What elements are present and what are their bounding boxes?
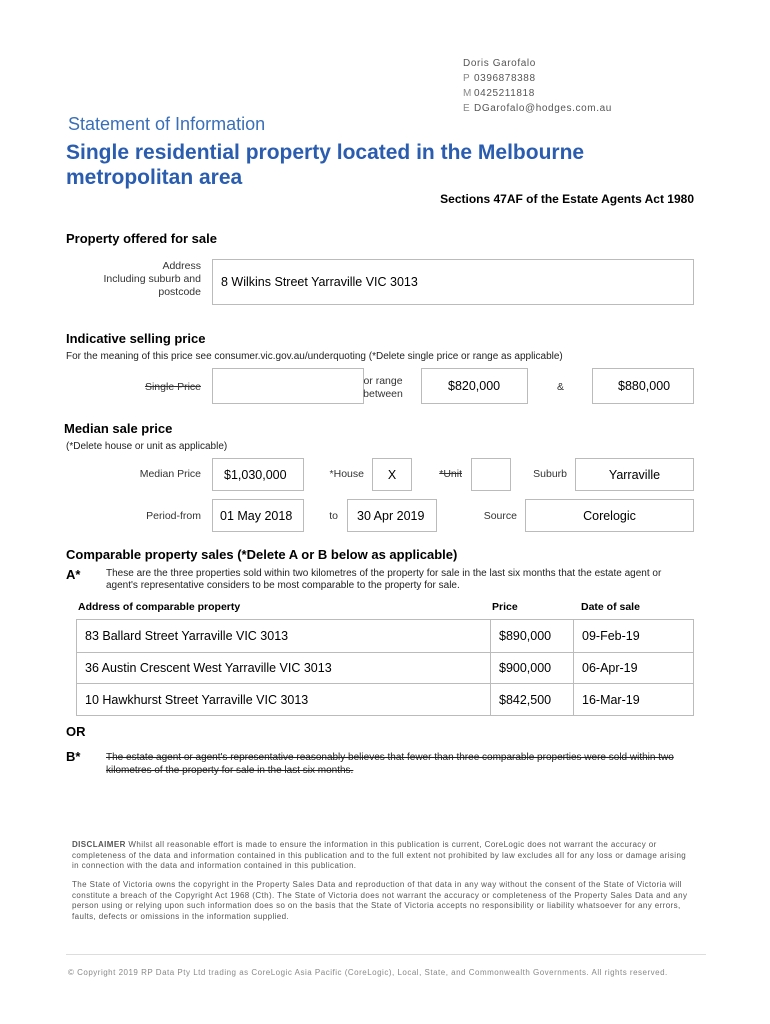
single-price-label: Single Price: [144, 381, 201, 393]
col-address-header: Address of comparable property: [78, 601, 241, 613]
row-address: 10 Hawkhurst Street Yarraville VIC 3013: [77, 684, 491, 716]
col-date-header: Date of sale: [581, 601, 640, 613]
option-a-marker: A*: [66, 567, 81, 582]
median-price-field[interactable]: $1,030,000: [212, 458, 304, 491]
range-low-field[interactable]: $820,000: [421, 368, 528, 404]
agent-email[interactable]: DGarofalo@hodges.com.au: [474, 103, 612, 114]
indicative-note: For the meaning of this price see consumer.vic.gov.au/underquoting (*Delete single price or range as applicable): [66, 351, 563, 362]
footer-divider: [66, 954, 706, 955]
agent-name: Doris Garofalo: [463, 58, 536, 69]
property-heading: Property offered for sale: [66, 231, 217, 246]
range-amp: &: [556, 381, 564, 393]
unit-checkbox[interactable]: [471, 458, 511, 491]
option-b-text: The estate agent or agent's representative reasonably believes that fewer than three comparable properties were sold within two kilometres of the property for sale in the last six months.: [106, 752, 674, 776]
median-price-label: Median Price: [139, 468, 201, 480]
page-heading: Single residential property located in the Melbourne metropolitan area: [66, 141, 585, 189]
comparable-table: [76, 619, 694, 716]
row-address: 83 Ballard Street Yarraville VIC 3013: [77, 620, 491, 653]
disclaimer-paragraph-1: DISCLAIMER Whilst all reasonable effort is made to ensure the information in this publication is current, CoreLogic does not warrant the accuracy or completeness of the data and information contained in this publication and to the full extent not prohibited by law excludes all for any loss or damage arising in connection with the data and information contained in this publication.: [72, 840, 687, 870]
comparable-heading: Comparable property sales (*Delete A or B below as applicable): [66, 547, 458, 562]
disclaimer-paragraph-2: The State of Victoria owns the copyright in the Property Sales Data and reproduction of that data in any way without the consent of the State of Victoria will constitute a breach of the Copyright Act 1968 (Cth). The State of Victoria does not warrant the accuracy or completeness of the Property Sales Data and any person using or relying upon such information does so on the basis that the State of Victoria accepts no responsibility or liability whatsoever for any errors, faults, defects or omissions in the information supplied.: [72, 880, 688, 921]
disclaimer-label: DISCLAIMER: [72, 840, 126, 849]
col-price-header: Price: [492, 601, 518, 613]
row-address: 36 Austin Crescent West Yarraville VIC 3013: [77, 653, 491, 684]
unit-label: *Unit: [439, 468, 462, 480]
agent-mobile-row: M 0425211818: [463, 88, 535, 99]
agent-email-row: E DGarofalo@hodges.com.au: [463, 103, 612, 114]
agent-contact: [463, 56, 612, 116]
house-label: *House: [329, 468, 364, 480]
row-date: 06-Apr-19: [574, 653, 694, 684]
median-note: (*Delete house or unit as applicable): [66, 441, 228, 452]
table-row: [77, 653, 694, 684]
period-from-field[interactable]: 01 May 2018: [212, 499, 304, 532]
option-a-text: These are the three properties sold within two kilometres of the property for sale in the last six months that the estate agent or agent's representative considers to be most comparable to the property for sale.: [106, 568, 662, 591]
table-row: [77, 684, 694, 716]
or-label: OR: [66, 724, 86, 739]
indicative-heading: Indicative selling price: [66, 331, 206, 346]
source-field[interactable]: Corelogic: [525, 499, 694, 532]
sections-reference: Sections 47AF of the Estate Agents Act 1980: [440, 192, 694, 206]
suburb-label: Suburb: [533, 468, 567, 480]
range-label: or range between: [363, 375, 403, 400]
period-to-field[interactable]: 30 Apr 2019: [347, 499, 437, 532]
median-heading: Median sale price: [64, 421, 173, 436]
single-price-field[interactable]: [212, 368, 364, 404]
row-price: $890,000: [491, 620, 574, 653]
address-label: Address Including suburb and postcode: [103, 260, 201, 298]
suburb-field[interactable]: Yarraville: [575, 458, 694, 491]
row-date: 09-Feb-19: [574, 620, 694, 653]
range-high-field[interactable]: $880,000: [592, 368, 694, 404]
document-title: Statement of Information: [68, 114, 266, 134]
period-to-label: to: [329, 510, 338, 522]
row-date: 16-Mar-19: [574, 684, 694, 716]
agent-phone: 0396878388: [474, 73, 536, 84]
source-label: Source: [483, 510, 517, 522]
row-price: $842,500: [491, 684, 574, 716]
row-price: $900,000: [491, 653, 574, 684]
period-from-label: Period-from: [146, 510, 201, 522]
agent-phone-row: P 0396878388: [463, 73, 536, 84]
table-row: [77, 620, 694, 653]
option-b-marker: B*: [66, 749, 81, 764]
agent-mobile: 0425211818: [474, 88, 535, 99]
copyright-footer: © Copyright 2019 RP Data Pty Ltd trading as CoreLogic Asia Pacific (CoreLogic), Local, State, and Commonwealth Governments. All rights reserved.: [68, 968, 668, 977]
house-checkbox[interactable]: X: [372, 458, 412, 491]
address-field[interactable]: 8 Wilkins Street Yarraville VIC 3013: [212, 259, 694, 305]
